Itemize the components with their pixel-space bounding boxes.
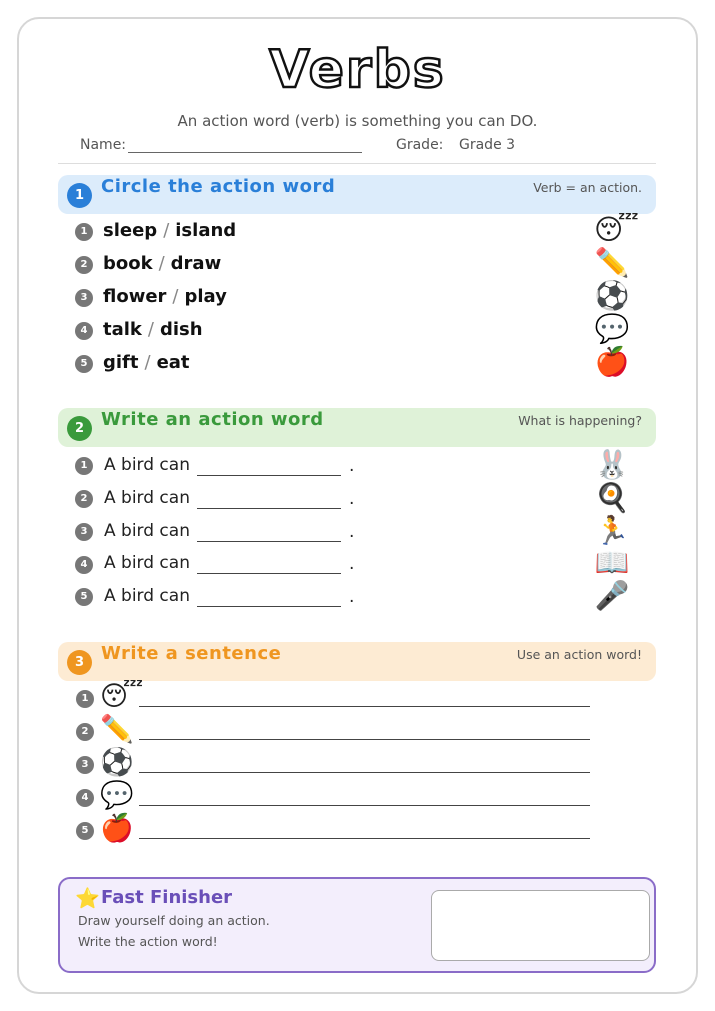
running-person-icon: 🏃 (594, 514, 630, 547)
fast-finisher-box (58, 877, 656, 973)
word-option-a[interactable]: flower (103, 286, 167, 307)
soccer-ball-icon: ⚽ (100, 747, 134, 778)
section-write-action-word (58, 408, 656, 447)
slash-separator: / (158, 253, 165, 274)
grade-label: Grade: (396, 137, 444, 153)
sentence-line[interactable] (139, 706, 590, 707)
section-number-badge: 2 (67, 416, 92, 441)
word-option-b[interactable]: dish (159, 319, 203, 340)
item-number-badge: 2 (75, 256, 93, 274)
section-hint: Use an action word! (516, 647, 642, 662)
slash-separator: / (144, 352, 151, 373)
word-option-b[interactable]: draw (170, 253, 222, 274)
word-option-a[interactable]: book (103, 253, 153, 274)
answer-blank[interactable] (197, 541, 341, 542)
item-number-badge: 3 (76, 756, 94, 774)
sentence-prompt: A bird can (104, 586, 190, 606)
frying-pan-icon: 🍳 (594, 481, 630, 514)
word-option-b[interactable]: eat (156, 352, 190, 373)
slash-separator: / (163, 220, 170, 241)
sentence-line[interactable] (139, 772, 590, 773)
word-pair (103, 319, 203, 340)
answer-blank[interactable] (197, 508, 341, 509)
word-pair (103, 286, 227, 307)
sentence-line[interactable] (139, 838, 590, 839)
sentence-period: . (349, 522, 355, 542)
word-pair (103, 220, 236, 241)
sentence-line[interactable] (139, 805, 590, 806)
answer-blank[interactable] (197, 573, 341, 574)
item-number-badge: 1 (75, 223, 93, 241)
apple-icon: 🍎 (100, 813, 134, 844)
name-label: Name: (80, 137, 127, 153)
item-number-badge: 4 (76, 789, 94, 807)
pencil-icon: ✏️ (100, 714, 134, 745)
sentence-prompt: A bird can (104, 553, 190, 573)
pencil-icon: ✏️ (594, 246, 630, 279)
header-divider (58, 163, 656, 164)
item-number-badge: 5 (75, 355, 93, 373)
page-title: Verbs (269, 40, 446, 100)
item-number-badge: 5 (76, 822, 94, 840)
answer-blank[interactable] (197, 475, 341, 476)
word-option-a[interactable]: talk (103, 319, 142, 340)
slash-separator: / (147, 319, 154, 340)
section-circle-action-word (58, 175, 656, 214)
word-pair (103, 352, 190, 373)
sentence-period: . (349, 587, 355, 607)
finisher-title: Fast Finisher (101, 887, 233, 908)
item-number-badge: 2 (75, 490, 93, 508)
section-title: Circle the action word (101, 176, 336, 197)
section-hint: Verb = an action. (533, 180, 642, 195)
word-option-a[interactable]: sleep (103, 220, 158, 241)
open-book-icon: 📖 (594, 546, 630, 579)
item-number-badge: 5 (75, 588, 93, 606)
sleeping-face-icon: 😴 (594, 213, 639, 246)
word-pair (103, 253, 221, 274)
item-number-badge: 1 (75, 457, 93, 475)
sentence-period: . (349, 489, 355, 509)
name-grade-row (80, 137, 640, 157)
grade-value: Grade 3 (459, 137, 516, 153)
star-icon: ⭐ (75, 886, 100, 910)
sentence-prompt: A bird can (104, 521, 190, 541)
apple-icon: 🍎 (594, 345, 630, 378)
microphone-icon: 🎤 (594, 579, 630, 612)
speech-bubble-icon: 💬 (594, 312, 630, 345)
section-number-badge: 1 (67, 183, 92, 208)
section-title: Write a sentence (101, 643, 282, 664)
slash-separator: / (172, 286, 179, 307)
sentence-prompt: A bird can (104, 488, 190, 508)
word-option-b[interactable]: play (184, 286, 227, 307)
item-number-badge: 4 (75, 322, 93, 340)
rabbit-icon: 🐰 (594, 448, 630, 481)
section-write-sentence (58, 642, 656, 681)
sentence-prompt: A bird can (104, 455, 190, 475)
section-number-badge: 3 (67, 650, 92, 675)
sentence-period: . (349, 554, 355, 574)
word-option-b[interactable]: island (175, 220, 237, 241)
finisher-instruction-1: Draw yourself doing an action. (78, 913, 270, 928)
item-number-badge: 4 (75, 556, 93, 574)
sleeping-face-icon: 😴 (100, 681, 144, 712)
answer-blank[interactable] (197, 606, 341, 607)
finisher-instruction-2: Write the action word! (78, 934, 218, 949)
drawing-box[interactable] (431, 890, 650, 961)
sentence-period: . (349, 456, 355, 476)
item-number-badge: 1 (76, 690, 94, 708)
item-number-badge: 3 (75, 289, 93, 307)
speech-bubble-icon: 💬 (100, 780, 134, 811)
word-option-a[interactable]: gift (103, 352, 139, 373)
section-hint: What is happening? (518, 413, 642, 428)
section-title: Write an action word (101, 409, 324, 430)
soccer-ball-icon: ⚽ (594, 279, 630, 312)
name-field[interactable] (128, 152, 362, 153)
sentence-line[interactable] (139, 739, 590, 740)
item-number-badge: 2 (76, 723, 94, 741)
page-subtitle: An action word (verb) is something you can DO. (177, 112, 538, 130)
item-number-badge: 3 (75, 523, 93, 541)
